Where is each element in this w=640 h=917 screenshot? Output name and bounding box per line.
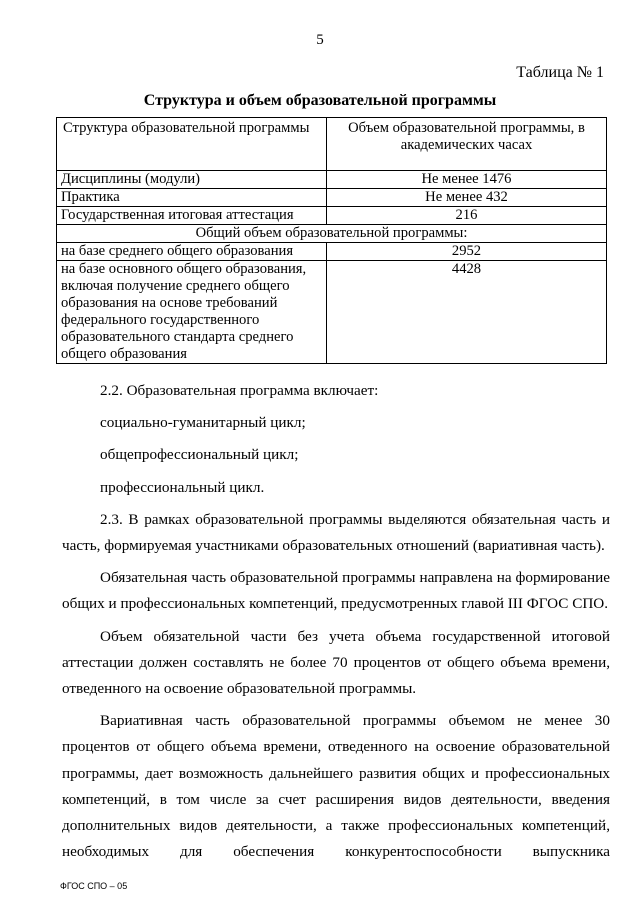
header-structure: Структура образовательной программы [57,118,327,171]
header-volume: Объем образовательной программы, в академических часах [327,118,607,171]
structure-table [56,117,607,364]
paragraph: Вариативная часть образовательной программы объемом не менее 30 процентов от общего объема времени, отведенного на освоение образовательной программы, дает возможность дальнейшего развития общих и профессиональных компетенций, в том числе за счет расширения видов деятельности, введения дополнительных видов деятельности, а также профессиональных компетенций, необходимых для обеспечения конкурентоспособности выпускника [62,712,610,861]
paragraph: социально-гуманитарный цикл; [100,414,306,432]
row-value: 4428 [327,261,607,364]
table-row [57,207,607,225]
page-number: 5 [316,32,324,48]
total-volume-subheader: Общий объем образовательной программы: [57,225,607,243]
row-value: Не менее 432 [327,189,607,207]
table-row [57,261,607,364]
row-value: Не менее 1476 [327,171,607,189]
table-subheader-row [57,225,607,243]
row-label: Государственная итоговая аттестация [57,207,327,225]
paragraph: 2.2. Образовательная программа включает: [100,382,379,399]
body-text [62,378,610,865]
table-title: Структура и объем образовательной программы [143,92,497,109]
paragraph: Обязательная часть образовательной программы направлена на формирование общих и профессиональных компетенций, предусмотренных главой III ФГОС СПО. [62,569,610,613]
row-label: на базе основного общего образования, включая получение среднего общего образования на основе требований федерального государственного образовательного стандарта среднего общего образования [57,261,327,364]
paragraph: профессиональный цикл. [100,478,265,496]
row-label: Практика [57,189,327,207]
table-row [57,243,607,261]
row-label: Дисциплины (модули) [57,171,327,189]
paragraph: Объем обязательной части без учета объема государственной итоговой аттестации должен составлять не более 70 процентов от общего объема времени, отведенного на освоение образовательной программы. [62,627,610,698]
paragraph: 2.3. В рамках образовательной программы выделяются обязательная часть и часть, формируемая участниками образовательных отношений (вариативная часть). [62,510,610,555]
row-value: 2952 [327,243,607,261]
row-value: 216 [327,207,607,225]
table-row [57,171,607,189]
row-label: на базе среднего общего образования [57,243,327,261]
table-row [57,189,607,207]
footer-code: ФГОС СПО – 05 [60,881,128,891]
table-header-row [57,118,607,171]
table-label: Таблица № 1 [516,64,604,81]
paragraph: общепрофессиональный цикл; [100,446,299,464]
